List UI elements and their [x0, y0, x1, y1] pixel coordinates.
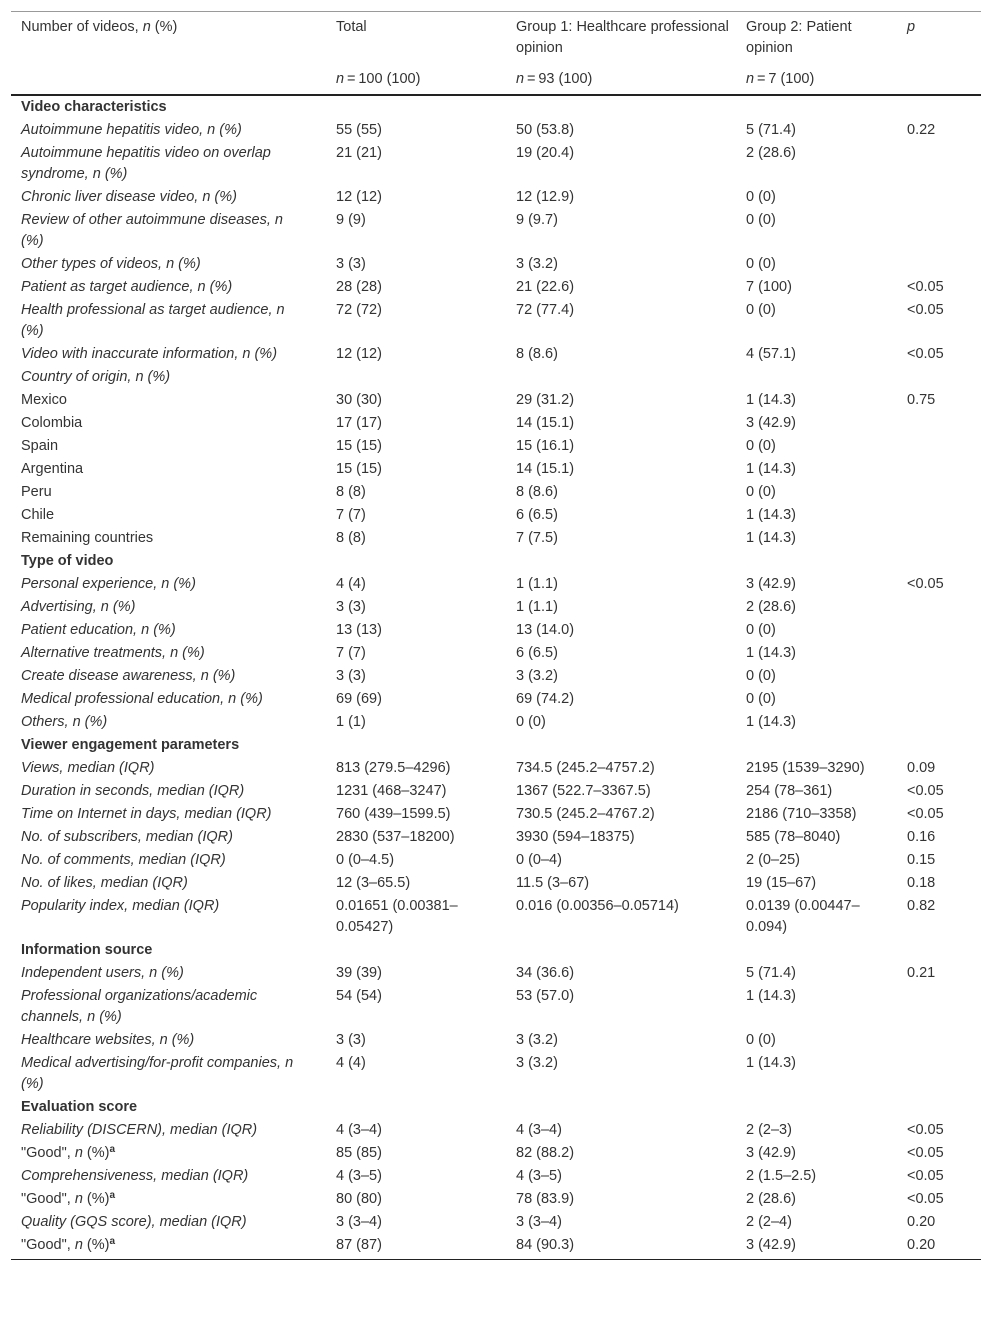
- row-label: "Good", n (%)$^a$: [21, 1144, 116, 1161]
- cell-group2: 2 (2–4): [746, 1214, 792, 1230]
- cell-group2: 1 (14.3): [746, 714, 796, 730]
- cell-p-value: <0.05: [907, 576, 944, 592]
- cell-total: 15 (15): [336, 438, 382, 454]
- section-heading: Video characteristics: [21, 99, 167, 115]
- cell-p-value: <0.05: [907, 302, 944, 318]
- cell-group2: 585 (78–8040): [746, 829, 841, 845]
- header-n-group1: n = 93 (100): [516, 71, 593, 87]
- cell-group2: 1 (14.3): [746, 507, 796, 523]
- row-label: Other types of videos, n (%): [21, 256, 201, 272]
- cell-total: 7 (7): [336, 645, 366, 661]
- row-label: Autoimmune hepatitis video on overlap syndrome, n (%): [21, 145, 271, 182]
- row-label: Remaining countries: [21, 530, 154, 546]
- section-heading: Evaluation score: [21, 1099, 138, 1115]
- row-label: Review of other autoimmune diseases, n (%): [21, 212, 283, 249]
- table-bottom-rule: [11, 1259, 981, 1260]
- cell-group1: 11.5 (3–67): [516, 875, 590, 891]
- footnote-marker: a: [109, 1236, 116, 1247]
- header-group2: Group 2: Patient opinion: [746, 19, 852, 56]
- cell-group1: 3 (3.2): [516, 668, 558, 684]
- row-label: Personal experience, n (%): [21, 576, 196, 592]
- cell-total: 4 (3–4): [336, 1122, 382, 1138]
- row-label: Advertising, n (%): [21, 599, 136, 615]
- cell-total: 3 (3–4): [336, 1214, 382, 1230]
- footnote-marker: a: [109, 1190, 116, 1201]
- row-label: Create disease awareness, n (%): [21, 668, 236, 684]
- cell-p-value: 0.75: [907, 392, 936, 408]
- cell-group2: 2 (28.6): [746, 145, 796, 161]
- cell-p-value: <0.05: [907, 783, 944, 799]
- cell-group2: 2 (0–25): [746, 852, 801, 868]
- row-label: Professional organizations/academic channels, n (%): [21, 988, 258, 1025]
- cell-p-value: 0.20: [907, 1237, 936, 1253]
- cell-total: 3 (3): [336, 599, 366, 615]
- cell-p-value: <0.05: [907, 1145, 944, 1161]
- cell-group1: 19 (20.4): [516, 145, 575, 161]
- cell-group2: 0 (0): [746, 668, 776, 684]
- cell-total: 17 (17): [336, 415, 382, 431]
- cell-group2: 1 (14.3): [746, 988, 796, 1004]
- cell-total: 1231 (468–3247): [336, 783, 447, 799]
- cell-group1: 1 (1.1): [516, 599, 558, 615]
- row-label: Chile: [21, 507, 55, 523]
- cell-group1: 14 (15.1): [516, 461, 575, 477]
- cell-group2: 0 (0): [746, 1032, 776, 1048]
- cell-group2: 3 (42.9): [746, 576, 796, 592]
- cell-group2: 5 (71.4): [746, 122, 796, 138]
- cell-total: 1 (1): [336, 714, 366, 730]
- cell-p-value: 0.18: [907, 875, 936, 891]
- cell-group1: 4 (3–4): [516, 1122, 562, 1138]
- section-heading: Type of video: [21, 553, 114, 569]
- cell-group2: 4 (57.1): [746, 346, 796, 362]
- cell-total: 12 (3–65.5): [336, 875, 411, 891]
- row-label: Independent users, n (%): [21, 965, 184, 981]
- cell-total: 7 (7): [336, 507, 366, 523]
- row-label: No. of likes, median (IQR): [21, 875, 188, 891]
- cell-group2: 1 (14.3): [746, 645, 796, 661]
- cell-group1: 21 (22.6): [516, 279, 575, 295]
- row-label: Quality (GQS score), median (IQR): [21, 1214, 247, 1230]
- header-p-value: p: [907, 19, 916, 35]
- cell-group2: 3 (42.9): [746, 1237, 796, 1253]
- cell-group1: 69 (74.2): [516, 691, 575, 707]
- cell-group1: 8 (8.6): [516, 484, 558, 500]
- cell-total: 30 (30): [336, 392, 382, 408]
- cell-group1: 0 (0): [516, 714, 546, 730]
- cell-group1: 6 (6.5): [516, 507, 558, 523]
- cell-group2: 0 (0): [746, 438, 776, 454]
- row-label: Argentina: [21, 461, 84, 477]
- row-label: Chronic liver disease video, n (%): [21, 189, 237, 205]
- cell-group1: 4 (3–5): [516, 1168, 562, 1184]
- cell-group2: 1 (14.3): [746, 1055, 796, 1071]
- cell-p-value: 0.20: [907, 1214, 936, 1230]
- cell-group2: 3 (42.9): [746, 1145, 796, 1161]
- cell-p-value: <0.05: [907, 806, 944, 822]
- cell-p-value: <0.05: [907, 1122, 944, 1138]
- cell-p-value: 0.09: [907, 760, 936, 776]
- cell-group2: 19 (15–67): [746, 875, 817, 891]
- row-label: Peru: [21, 484, 52, 500]
- row-label: Time on Internet in days, median (IQR): [21, 806, 272, 822]
- cell-group1: 3 (3.2): [516, 256, 558, 272]
- cell-total: 21 (21): [336, 145, 382, 161]
- row-label: Spain: [21, 438, 59, 454]
- cell-group1: 6 (6.5): [516, 645, 558, 661]
- cell-total: 3 (3): [336, 668, 366, 684]
- header-label-column: Number of videos, n (%): [21, 19, 178, 35]
- cell-group1: 1367 (522.7–3367.5): [516, 783, 651, 799]
- cell-group1: 0.016 (0.00356–0.05714): [516, 898, 679, 914]
- header-total: Total: [336, 19, 367, 35]
- cell-group1: 730.5 (245.2–4767.2): [516, 806, 655, 822]
- cell-total: 15 (15): [336, 461, 382, 477]
- row-label: Healthcare websites, n (%): [21, 1032, 195, 1048]
- cell-total: 87 (87): [336, 1237, 382, 1253]
- footnote-marker: a: [109, 1144, 116, 1155]
- cell-total: 85 (85): [336, 1145, 382, 1161]
- header-n-group2: n = 7 (100): [746, 71, 815, 87]
- row-label: Health professional as target audience, n (%): [21, 302, 285, 339]
- row-label: Video with inaccurate information, n (%): [21, 346, 278, 362]
- cell-group1: 15 (16.1): [516, 438, 575, 454]
- row-label: Medical advertising/for-profit companies, n (%): [21, 1055, 294, 1092]
- cell-group2: 1 (14.3): [746, 392, 796, 408]
- cell-group2: 0 (0): [746, 212, 776, 228]
- row-label: Patient as target audience, n (%): [21, 279, 233, 295]
- cell-total: 9 (9): [336, 212, 366, 228]
- cell-group1: 72 (77.4): [516, 302, 575, 318]
- row-label: Duration in seconds, median (IQR): [21, 783, 245, 799]
- cell-group1: 9 (9.7): [516, 212, 558, 228]
- row-label: Views, median (IQR): [21, 760, 155, 776]
- cell-total: 4 (4): [336, 1055, 366, 1071]
- cell-group2: 0 (0): [746, 691, 776, 707]
- cell-total: 12 (12): [336, 346, 382, 362]
- cell-group1: 84 (90.3): [516, 1237, 575, 1253]
- table-top-rule: [11, 11, 981, 12]
- cell-group1: 29 (31.2): [516, 392, 575, 408]
- cell-group1: 78 (83.9): [516, 1191, 575, 1207]
- cell-p-value: 0.21: [907, 965, 936, 981]
- cell-total: 28 (28): [336, 279, 382, 295]
- row-label: No. of subscribers, median (IQR): [21, 829, 233, 845]
- cell-group2: 5 (71.4): [746, 965, 796, 981]
- cell-group1: 82 (88.2): [516, 1145, 575, 1161]
- cell-total: 69 (69): [336, 691, 382, 707]
- cell-p-value: <0.05: [907, 1168, 944, 1184]
- cell-group2: 3 (42.9): [746, 415, 796, 431]
- row-label: Autoimmune hepatitis video, n (%): [21, 122, 242, 138]
- row-label: Alternative treatments, n (%): [21, 645, 205, 661]
- section-heading: Information source: [21, 942, 153, 958]
- cell-total: 2830 (537–18200): [336, 829, 455, 845]
- cell-total: 0 (0–4.5): [336, 852, 395, 868]
- cell-total: 13 (13): [336, 622, 382, 638]
- cell-group1: 3 (3.2): [516, 1032, 558, 1048]
- cell-group1: 7 (7.5): [516, 530, 558, 546]
- cell-group1: 53 (57.0): [516, 988, 575, 1004]
- row-label: Others, n (%): [21, 714, 108, 730]
- cell-total: 3 (3): [336, 256, 366, 272]
- cell-group2: 2186 (710–3358): [746, 806, 857, 822]
- cell-total: 4 (3–5): [336, 1168, 382, 1184]
- cell-total: 3 (3): [336, 1032, 366, 1048]
- cell-p-value: 0.16: [907, 829, 936, 845]
- cell-p-value: 0.22: [907, 122, 936, 138]
- header-rule: [11, 94, 981, 96]
- cell-group1: 0 (0–4): [516, 852, 562, 868]
- row-label: Comprehensiveness, median (IQR): [21, 1168, 249, 1184]
- cell-group1: 14 (15.1): [516, 415, 575, 431]
- row-label: Medical professional education, n (%): [21, 691, 263, 707]
- header-n-total: n = 100 (100): [336, 71, 421, 87]
- cell-group1: 3 (3–4): [516, 1214, 562, 1230]
- cell-group2: 0.0139 (0.00447–0.094): [746, 898, 860, 935]
- cell-group2: 0 (0): [746, 189, 776, 205]
- row-label: "Good", n (%)$^a$: [21, 1236, 116, 1253]
- row-label: Mexico: [21, 392, 67, 408]
- cell-group1: 734.5 (245.2–4757.2): [516, 760, 655, 776]
- cell-group2: 0 (0): [746, 302, 776, 318]
- cell-total: 54 (54): [336, 988, 382, 1004]
- cell-total: 8 (8): [336, 484, 366, 500]
- cell-group1: 1 (1.1): [516, 576, 558, 592]
- cell-group2: 0 (0): [746, 256, 776, 272]
- cell-group2: 2195 (1539–3290): [746, 760, 865, 776]
- cell-p-value: <0.05: [907, 279, 944, 295]
- cell-total: 813 (279.5–4296): [336, 760, 451, 776]
- cell-group2: 254 (78–361): [746, 783, 833, 799]
- cell-group2: 7 (100): [746, 279, 792, 295]
- row-label: Colombia: [21, 415, 83, 431]
- cell-total: 8 (8): [336, 530, 366, 546]
- cell-p-value: <0.05: [907, 1191, 944, 1207]
- section-heading: Viewer engagement parameters: [21, 737, 240, 753]
- row-label: Country of origin, n (%): [21, 369, 171, 385]
- cell-group2: 2 (1.5–2.5): [746, 1168, 817, 1184]
- row-label: "Good", n (%)$^a$: [21, 1190, 116, 1207]
- cell-total: 760 (439–1599.5): [336, 806, 451, 822]
- cell-total: 55 (55): [336, 122, 382, 138]
- cell-p-value: 0.82: [907, 898, 936, 914]
- cell-group2: 1 (14.3): [746, 530, 796, 546]
- row-label: Patient education, n (%): [21, 622, 176, 638]
- cell-group1: 13 (14.0): [516, 622, 575, 638]
- cell-total: 72 (72): [336, 302, 382, 318]
- cell-p-value: 0.15: [907, 852, 936, 868]
- cell-group2: 1 (14.3): [746, 461, 796, 477]
- cell-group1: 34 (36.6): [516, 965, 575, 981]
- row-label: Popularity index, median (IQR): [21, 898, 220, 914]
- cell-total: 80 (80): [336, 1191, 382, 1207]
- cell-total: 39 (39): [336, 965, 382, 981]
- cell-total: 4 (4): [336, 576, 366, 592]
- cell-group2: 2 (28.6): [746, 1191, 796, 1207]
- cell-group1: 50 (53.8): [516, 122, 575, 138]
- cell-group2: 2 (2–3): [746, 1122, 792, 1138]
- cell-group1: 8 (8.6): [516, 346, 558, 362]
- cell-group2: 0 (0): [746, 484, 776, 500]
- cell-group1: 3930 (594–18375): [516, 829, 635, 845]
- cell-group1: 12 (12.9): [516, 189, 575, 205]
- cell-group2: 0 (0): [746, 622, 776, 638]
- cell-group1: 3 (3.2): [516, 1055, 558, 1071]
- cell-total: 0.01651 (0.00381–0.05427): [336, 898, 458, 935]
- header-group1: Group 1: Healthcare professional opinion: [516, 19, 729, 56]
- cell-total: 12 (12): [336, 189, 382, 205]
- cell-p-value: <0.05: [907, 346, 944, 362]
- row-label: No. of comments, median (IQR): [21, 852, 226, 868]
- cell-group2: 2 (28.6): [746, 599, 796, 615]
- row-label: Reliability (DISCERN), median (IQR): [21, 1122, 258, 1138]
